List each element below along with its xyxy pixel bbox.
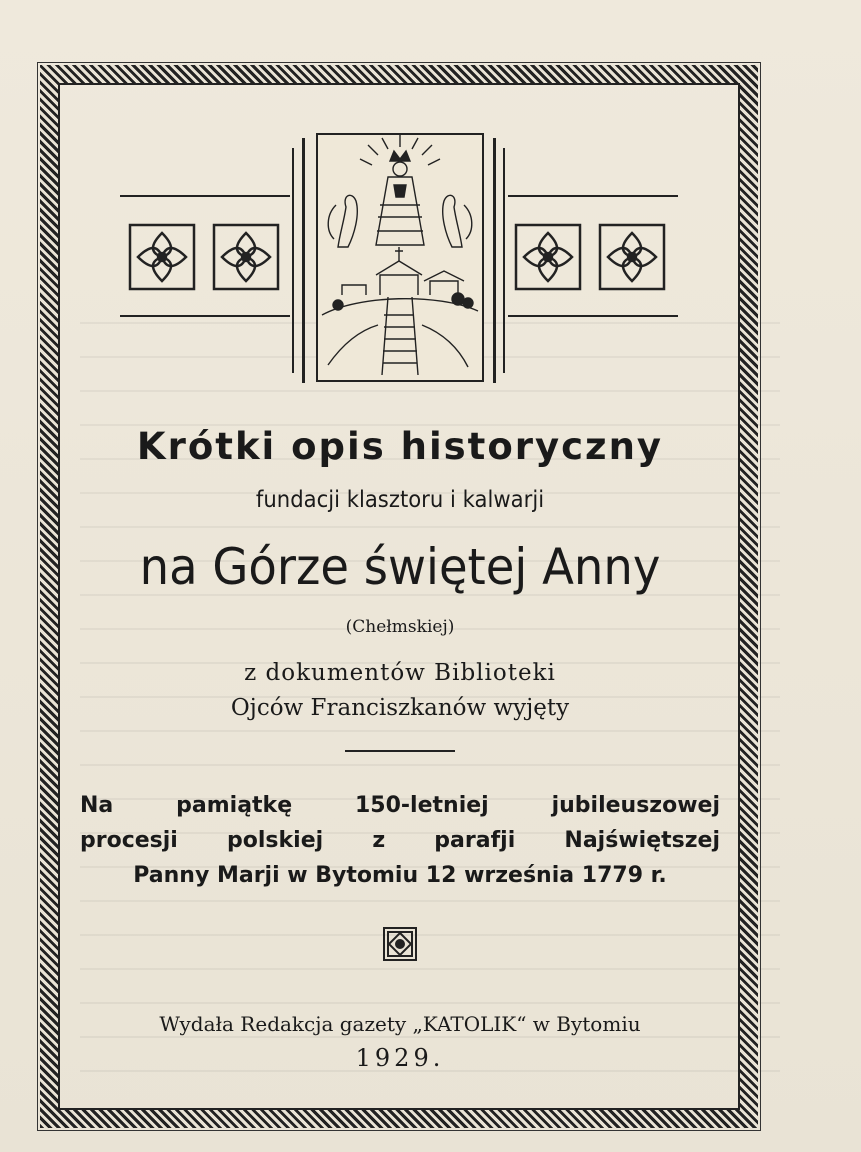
floral-ornament-icon: [514, 223, 582, 291]
commemoration-text: [80, 788, 720, 893]
memo-line: Na pamiątkę 150-letniej jubileuszowej: [80, 793, 720, 818]
divider-rule: [345, 750, 455, 752]
shrine-vignette: [316, 133, 484, 382]
memo-line: procesji polskiej z parafji Najświętszej: [80, 828, 720, 853]
madonna-shrine-icon: [318, 135, 482, 380]
floral-ornament-icon: [598, 223, 666, 291]
publisher-line: Wydała Redakcja gazety „KATOLIK“ w Bytomiu: [159, 1012, 641, 1036]
source-line-1: z dokumentów Biblioteki: [244, 660, 556, 686]
floral-ornament-icon: [128, 223, 196, 291]
place-note: (Chełmskiej): [345, 617, 455, 637]
ornament-band-right: [508, 195, 678, 317]
publication-year: 1929.: [355, 1044, 445, 1072]
source-line-2: Ojców Franciszkanów wyjęty: [230, 695, 570, 721]
cover-subtitle: fundacji klasztoru i kalwarji: [255, 487, 545, 513]
cover-title: Krótki opis historyczny: [136, 425, 664, 468]
header-rule-right: [493, 138, 496, 383]
ornament-band-left: [120, 195, 290, 317]
small-ornament-icon: [383, 927, 417, 961]
memo-line: Panny Marji w Bytomiu 12 września 1779 r.: [133, 863, 667, 888]
header-rule-left: [302, 138, 305, 383]
floral-ornament-icon: [212, 223, 280, 291]
place-name: na Górze świętej Anny: [139, 538, 661, 596]
